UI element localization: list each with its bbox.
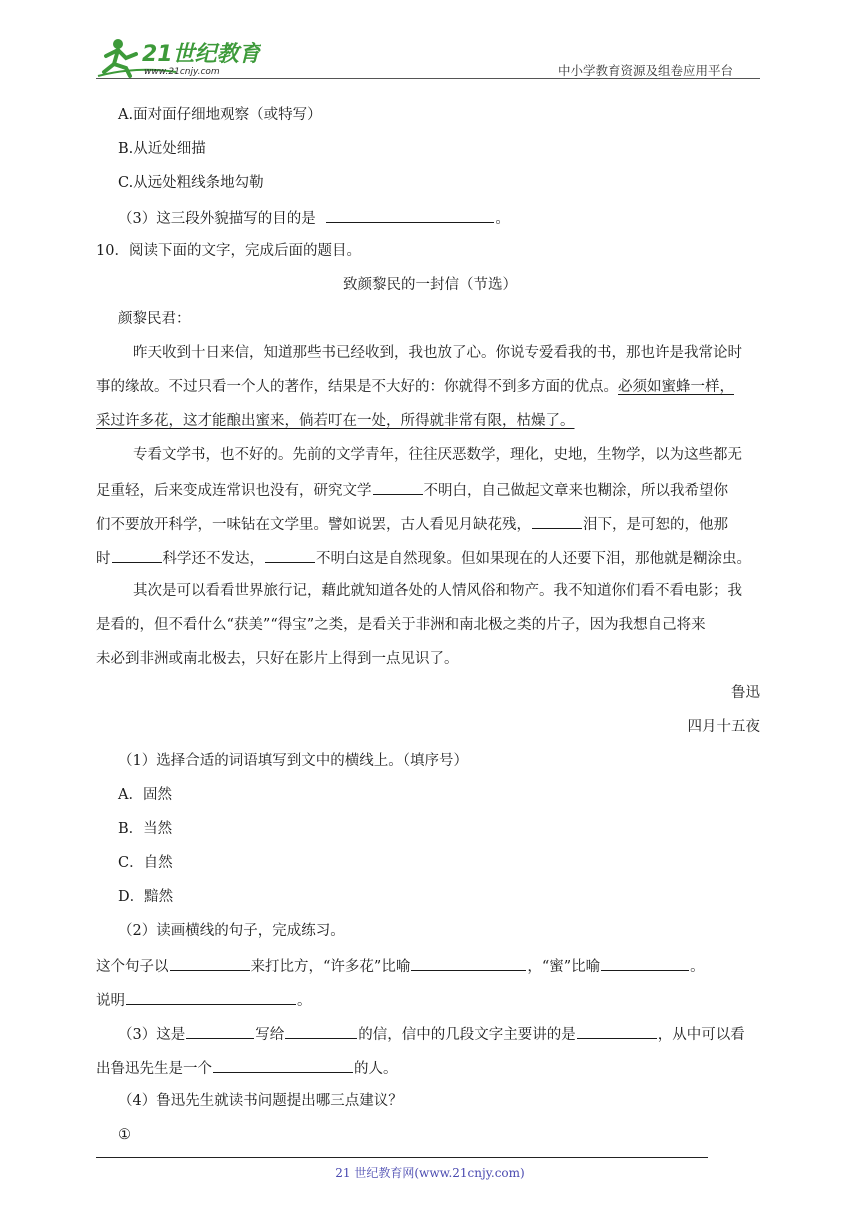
sub3-l1-b: 写给 bbox=[255, 1027, 285, 1043]
passage-p3-line2: 是看的，但不看什么“获美”“得宝”之类，是看关于非洲和南北极之类的片子，因为我想自己将来 bbox=[96, 617, 706, 633]
q10-sub2: （2）读画横线的句子，完成练习。 bbox=[118, 923, 345, 939]
sub3-l1-d: ，从中可以看 bbox=[657, 1027, 745, 1043]
passage-p1-line1: 昨天收到十日来信，知道那些书已经收到，我也放了心。你说专爱看我的书，那也许是我常论时 bbox=[133, 345, 742, 361]
q10-option-d: D．黯然 bbox=[118, 889, 174, 905]
q10-option-b: B．当然 bbox=[118, 821, 173, 837]
q10-sub2-line2 bbox=[96, 989, 312, 1011]
sub2-l1-d: 。 bbox=[690, 959, 705, 975]
sub2-l2-b: 。 bbox=[297, 993, 312, 1009]
sub3-l1-a: （3）这是 bbox=[118, 1027, 186, 1043]
answer-blank[interactable] bbox=[577, 1023, 657, 1039]
q10-sub2-line1 bbox=[96, 955, 705, 977]
passage-p2-line2 bbox=[96, 479, 728, 501]
q10-stem: 10．阅读下面的文字，完成后面的题目。 bbox=[96, 243, 361, 259]
salutation: 颜黎民君： bbox=[118, 311, 191, 327]
p2-line2-b: 不明白，自己做起文章来也糊涂，所以我希望你 bbox=[423, 483, 728, 499]
passage-p1-line3 bbox=[96, 411, 575, 431]
q9-sub3-prefix: （3）这三段外貌描写的目的是 bbox=[118, 211, 316, 227]
sub3-l2-a: 出鲁迅先生是一个 bbox=[96, 1061, 212, 1077]
letter-date: 四月十五夜 bbox=[687, 719, 760, 735]
q10-option-c: C．自然 bbox=[118, 855, 173, 871]
underlined-sentence-part1: 必须如蜜蜂一样， bbox=[618, 379, 734, 395]
answer-blank[interactable] bbox=[411, 955, 526, 971]
q9-option-b: B.从近处细描 bbox=[118, 141, 206, 157]
q9-option-a: A.面对面仔细地观察（或特写） bbox=[118, 107, 322, 123]
passage-p2-line4 bbox=[96, 547, 751, 569]
sub2-l1-c: ，“蜜”比喻 bbox=[527, 959, 601, 975]
q10-sub4-item1: ① bbox=[118, 1127, 131, 1143]
answer-blank[interactable] bbox=[112, 547, 162, 563]
p1-line2-text: 事的缘故。不过只看一个人的著作，结果是不大好的：你就得不到多方面的优点。 bbox=[96, 379, 618, 395]
sub3-l2-b: 的人。 bbox=[354, 1061, 398, 1077]
underlined-sentence-part2: 采过许多花，这才能酿出蜜来，倘若叮在一处，所得就非常有限，枯燥了。 bbox=[96, 413, 575, 429]
q10-sub3-line2 bbox=[96, 1057, 398, 1079]
passage-p3-line3: 未必到非洲或南北极去，只好在影片上得到一点见识了。 bbox=[96, 651, 459, 667]
answer-blank[interactable] bbox=[601, 955, 689, 971]
passage-p2-line3 bbox=[96, 513, 728, 535]
q10-sub3-line1 bbox=[118, 1023, 745, 1045]
p2-line2-a: 足重轻，后来变成连常识也没有，研究文学 bbox=[96, 483, 372, 499]
q9-option-c: C.从远处粗线条地勾勒 bbox=[118, 175, 264, 191]
answer-blank[interactable] bbox=[126, 989, 296, 1005]
passage-title: 致颜黎民的一封信（节选） bbox=[343, 277, 517, 293]
passage-p3-line1: 其次是可以看看世界旅行记，藉此就知道各处的人情风俗和物产。我不知道你们看不看电影；我 bbox=[133, 583, 742, 599]
platform-name: 中小学教育资源及组卷应用平台 bbox=[558, 63, 734, 78]
logo-text: 21世纪教育 bbox=[142, 42, 261, 67]
logo-runner-icon bbox=[96, 36, 261, 80]
p2-line4-b: 科学还不发达， bbox=[162, 551, 264, 567]
sub2-l2-a: 说明 bbox=[96, 993, 125, 1009]
answer-blank[interactable] bbox=[186, 1023, 254, 1039]
q9-sub3-suffix: 。 bbox=[495, 211, 510, 227]
logo bbox=[96, 36, 261, 80]
sub3-l1-c: 的信，信中的几段文字主要讲的是 bbox=[358, 1027, 576, 1043]
answer-blank[interactable] bbox=[326, 207, 494, 223]
footer-divider bbox=[96, 1157, 708, 1158]
q10-option-a: A．固然 bbox=[118, 787, 172, 803]
signature: 鲁迅 bbox=[731, 685, 760, 701]
p2-line4-c: 不明白这是自然现象。但如果现在的人还要下泪，那他就是糊涂虫。 bbox=[316, 551, 751, 567]
p2-line4-a: 时 bbox=[96, 551, 111, 567]
sub2-l1-a: 这个句子以 bbox=[96, 959, 169, 975]
p2-line3-b: 泪下，是可恕的，他那 bbox=[583, 517, 728, 533]
answer-blank[interactable] bbox=[373, 479, 423, 495]
answer-blank[interactable] bbox=[285, 1023, 357, 1039]
passage-p2-line1: 专看文学书，也不好的。先前的文学青年，往往厌恶数学，理化，史地，生物学，以为这些都无 bbox=[133, 447, 742, 463]
q9-sub3 bbox=[118, 207, 510, 229]
logo-url: www.21cnjy.com bbox=[144, 67, 220, 77]
answer-blank[interactable] bbox=[213, 1057, 353, 1073]
sub2-l1-b: 来打比方，“许多花”比喻 bbox=[250, 959, 411, 975]
answer-blank[interactable] bbox=[170, 955, 250, 971]
footer-link[interactable]: 21 世纪教育网(www.21cnjy.com) bbox=[335, 1166, 525, 1180]
p2-line3-a: 们不要放开科学，一味钻在文学里。譬如说罢，古人看见月缺花残， bbox=[96, 517, 531, 533]
header-divider bbox=[96, 78, 760, 79]
q10-sub4: （4）鲁迅先生就读书问题提出哪三点建议？ bbox=[118, 1093, 403, 1109]
answer-blank[interactable] bbox=[265, 547, 315, 563]
q10-sub1: （1）选择合适的词语填写到文中的横线上。（填序号） bbox=[118, 753, 468, 769]
answer-blank[interactable] bbox=[532, 513, 582, 529]
passage-p1-line2 bbox=[96, 377, 734, 397]
